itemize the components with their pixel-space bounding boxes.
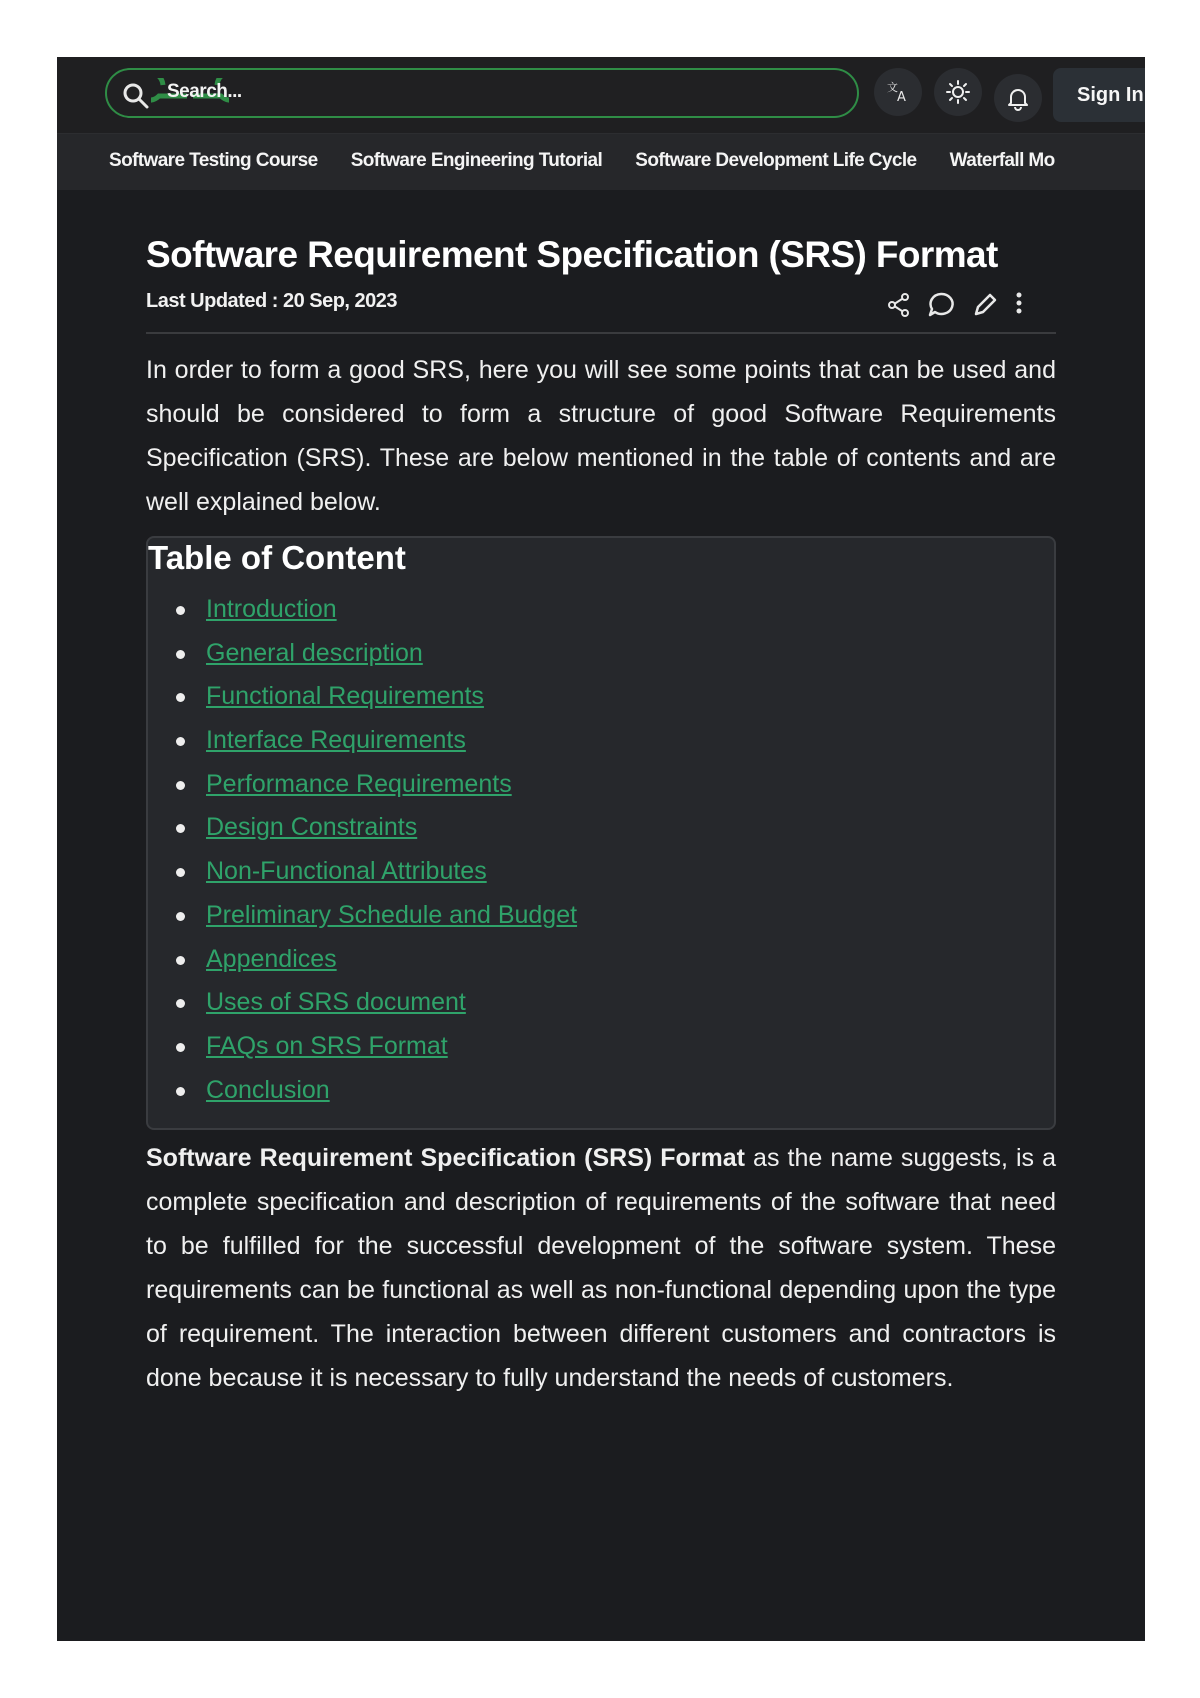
toc-list [148,590,1054,1114]
toc-item [176,1071,1054,1115]
translate-button[interactable] [874,68,922,116]
intro-paragraph: In order to form a good SRS, here you will see some points that can be used and should be considered to form a structure of good Software Requirements Specification (SRS). These are below mentioned in the table of contents and are well explained below. [146,356,1056,516]
sign-in-button[interactable]: Sign In [1053,68,1145,122]
topic-nav [57,134,1145,190]
bullet [176,693,185,702]
table-of-contents [146,536,1056,1130]
srs-format-bold: Software Requirement Specification (SRS) Format [146,1144,745,1173]
toc-link-interface-requirements[interactable]: Interface Requirements [206,726,466,755]
article [146,232,1056,1400]
nav-item-software-engineering-tutorial[interactable]: Software Engineering Tutorial [350,150,603,171]
toc-item [176,765,1054,809]
search-input[interactable]: Search... [167,81,242,102]
browser-viewport [57,57,1145,1641]
bullet [176,1087,185,1096]
title-divider [146,332,1056,334]
toc-item [176,852,1054,896]
toc-item [176,590,1054,634]
comment-icon[interactable] [926,290,956,320]
top-header [57,57,1145,133]
topic-nav-list [109,150,1091,180]
toc-item [176,721,1054,765]
search-icon[interactable] [121,81,151,111]
bullet [176,868,185,877]
nav-item-sdlc[interactable]: Software Development Life Cycle [635,150,917,171]
page-title: Software Requirement Specification (SRS) Format [146,234,998,275]
bullet [176,999,185,1008]
toc-link-faqs[interactable]: FAQs on SRS Format [206,1031,448,1060]
toc-link-performance-requirements[interactable]: Performance Requirements [206,769,512,798]
bullet [176,956,185,965]
toc-item [176,896,1054,940]
toc-item [176,634,1054,678]
search-bar[interactable] [105,68,859,118]
toc-item [176,677,1054,721]
pencil-icon[interactable] [970,290,1000,320]
bullet [176,824,185,833]
article-meta [146,282,1056,326]
nav-item-waterfall-model[interactable]: Waterfall Mo [949,150,1055,171]
toc-item [176,983,1054,1027]
translate-icon [885,79,911,105]
toc-link-preliminary-schedule[interactable]: Preliminary Schedule and Budget [206,900,578,929]
bell-icon [1005,85,1031,111]
toc-item [176,1027,1054,1071]
nav-item-software-testing-course[interactable]: Software Testing Course [109,150,318,171]
svg-text:A: A [897,90,906,105]
toc-link-design-constraints[interactable]: Design Constraints [206,813,418,842]
theme-toggle-button[interactable] [934,68,982,116]
bullet [176,606,185,615]
bullet [176,1043,185,1052]
notifications-button[interactable] [994,74,1042,122]
more-vertical-icon[interactable] [1004,290,1034,320]
sun-icon [945,79,971,105]
toc-heading: Table of Content [148,539,406,576]
bullet [176,781,185,790]
description-text: as the name suggests, is a complete specification and description of requirements of the software that need to be fulfilled for the successful development of the software system. These requirements can be functional as well as non-functional depending upon the type of requirement. The interaction between different customers and contractors is done because it is necessary to fully understand the needs of customers. [146,1144,1056,1393]
bullet [176,737,185,746]
bullet [176,912,185,921]
toc-link-general-description[interactable]: General description [206,638,423,667]
toc-link-non-functional-attributes[interactable]: Non-Functional Attributes [206,857,487,886]
toc-link-appendices[interactable]: Appendices [206,944,337,973]
description-paragraph [146,1136,1056,1400]
toc-link-conclusion[interactable]: Conclusion [206,1075,330,1104]
toc-link-uses-of-srs[interactable]: Uses of SRS document [206,988,466,1017]
toc-link-functional-requirements[interactable]: Functional Requirements [206,682,484,711]
toc-item [176,808,1054,852]
toc-item [176,940,1054,984]
share-icon[interactable] [884,290,914,320]
last-updated-date: Last Updated : 20 Sep, 2023 [146,290,398,312]
svg-text:文: 文 [887,81,898,94]
bullet [176,650,185,659]
toc-link-introduction[interactable]: Introduction [206,595,337,623]
